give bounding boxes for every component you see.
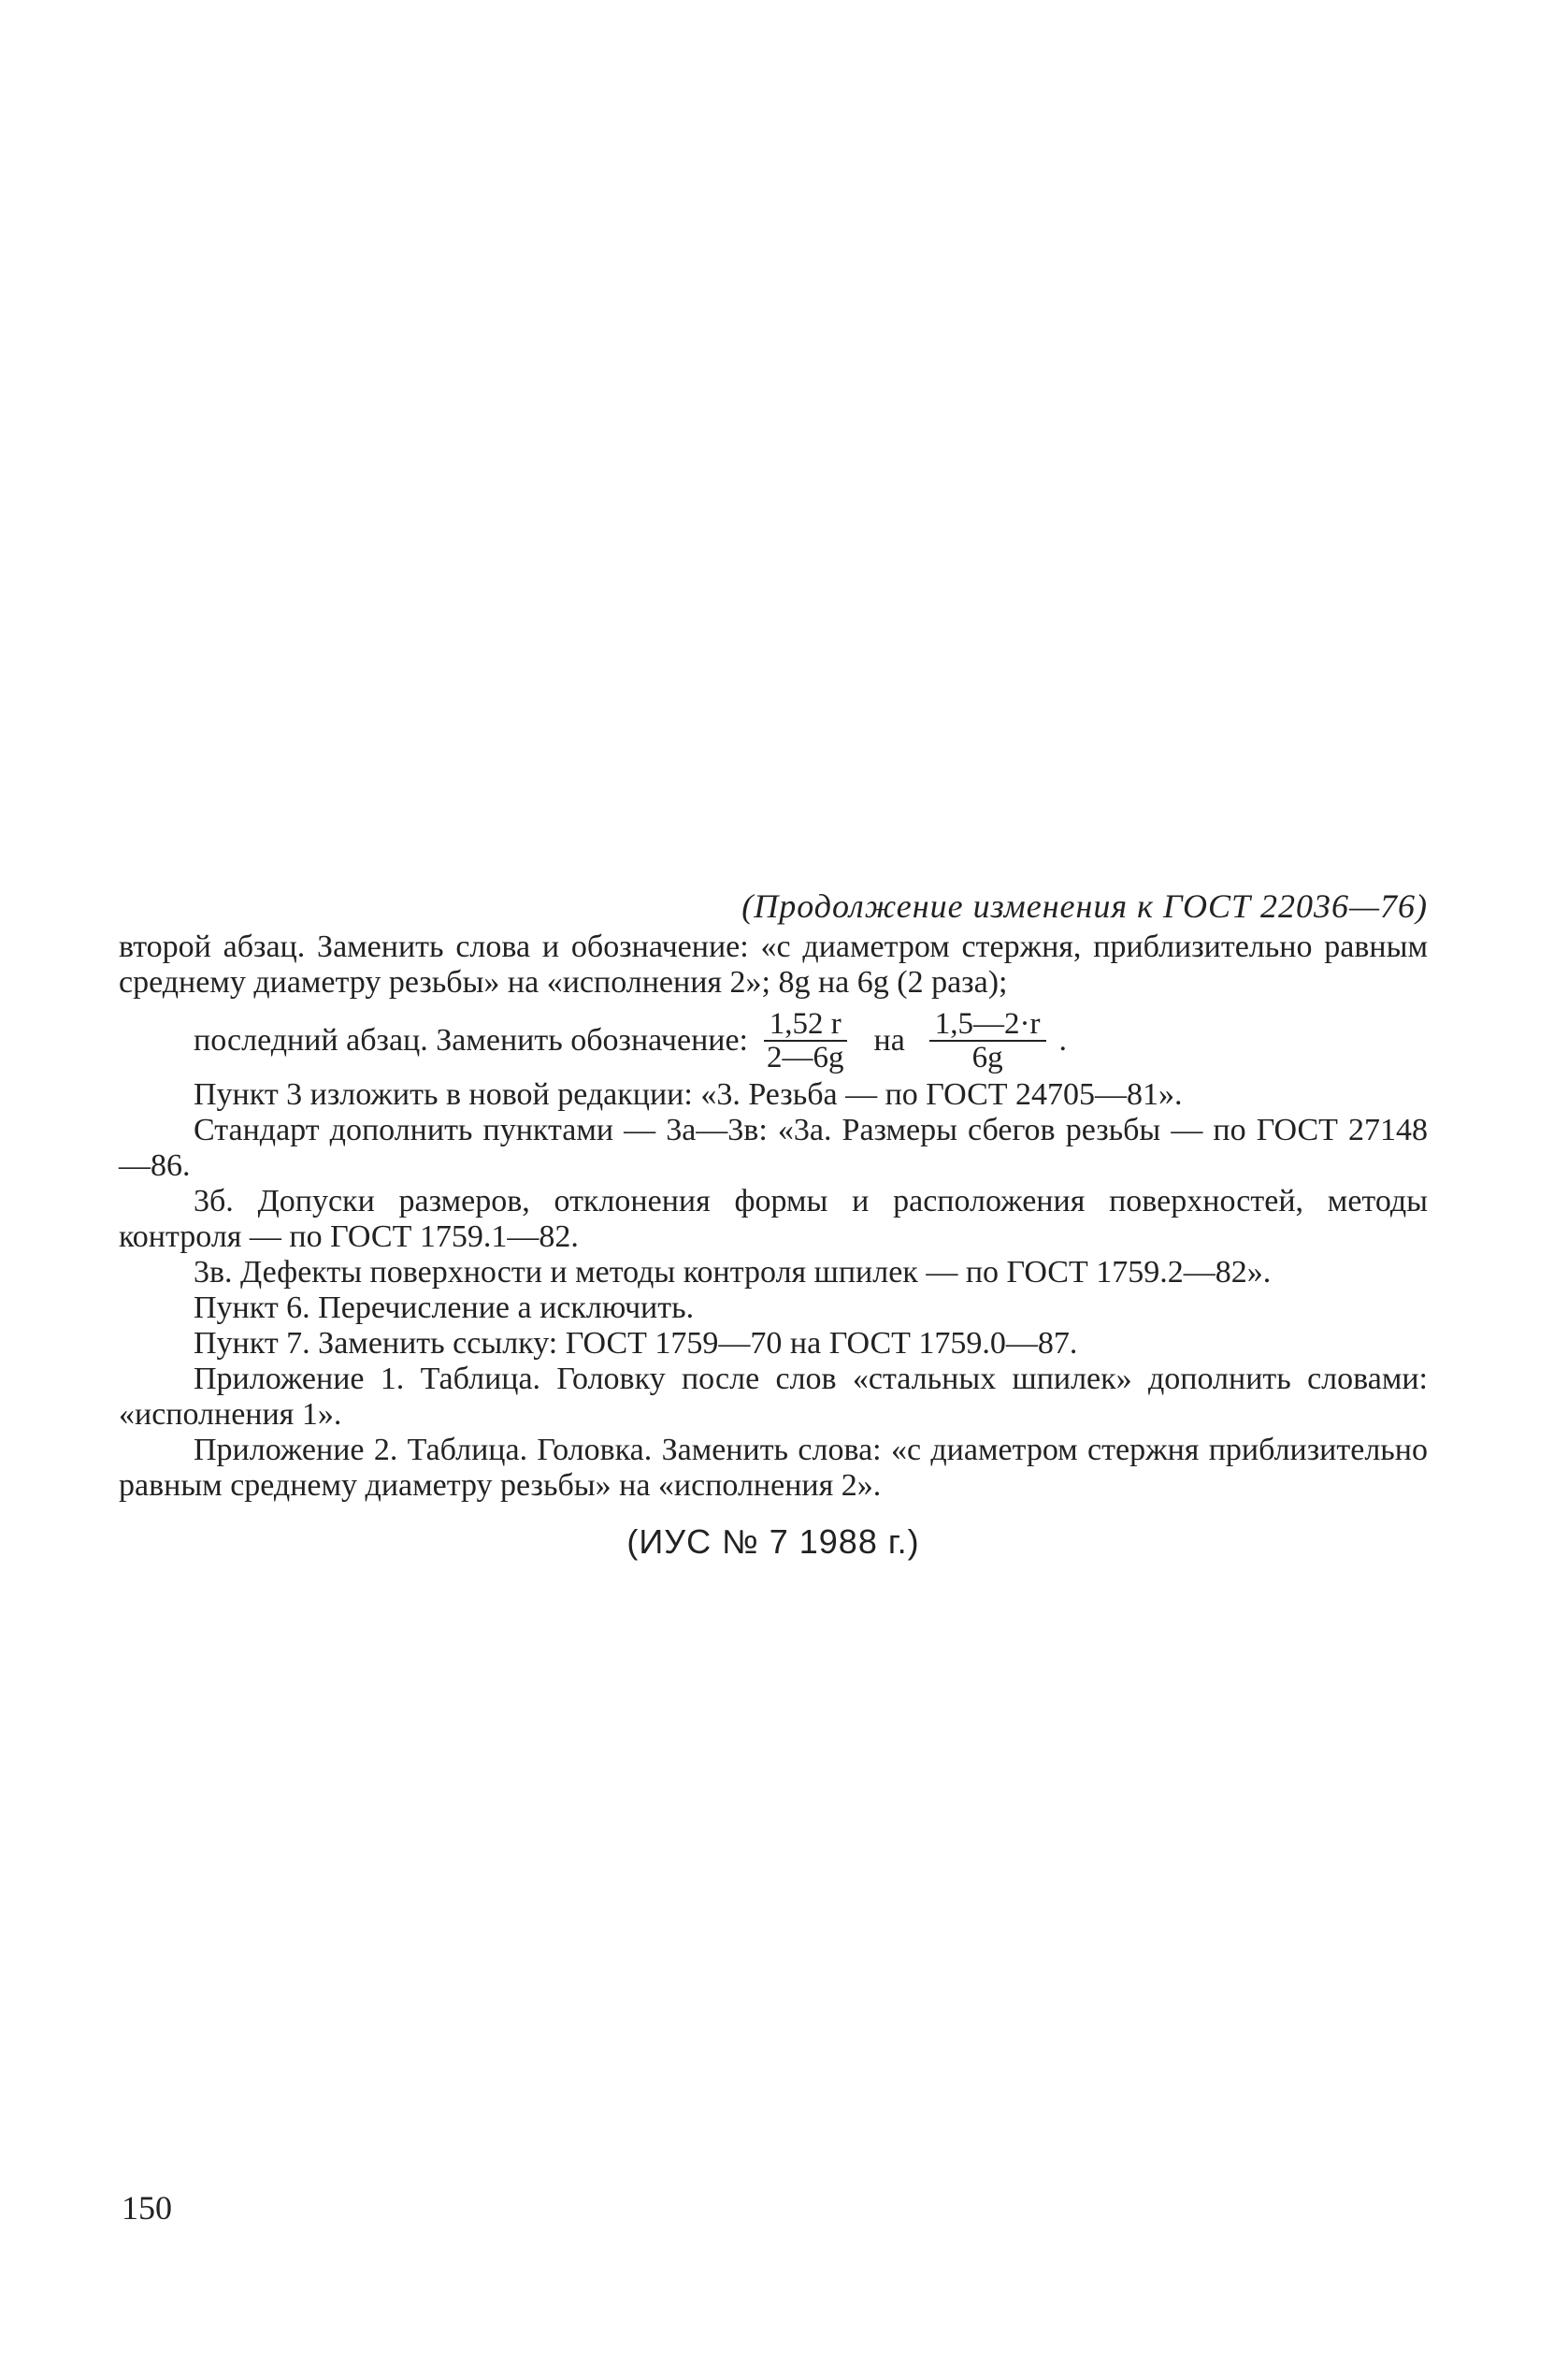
item-appendix-2: Приложение 2. Таблица. Головка. Заменить слова: «с диаметром стержня приблизительно равным среднему диаметру резьбы» на «исполнения 2». [119,1433,1428,1503]
page-number: 150 [122,2189,172,2227]
formula-line [119,1008,1428,1074]
continuation-heading: (Продолжение изменения к ГОСТ 22036—76) [741,887,1428,925]
item-punkt-6: Пункт 6. Перечисление а исключить. [194,1290,695,1325]
amendment-text [119,888,1428,1560]
formula-from-fraction [761,1008,850,1074]
formula-from-numerator: 1,52 r [764,1008,847,1042]
formula-word: на [873,1023,905,1058]
issue-reference: (ИУС № 7 1988 г.) [626,1522,920,1561]
item-punkt-3: Пункт 3 изложить в новой редакции: «3. Резьба — по ГОСТ 24705—81». [194,1077,1183,1112]
formula-to-numerator: 1,5—2·r [929,1008,1046,1042]
item-punkt-3b: 3б. Допуски размеров, отклонения формы и расположения поверхностей, методы контроля — по ГОСТ 1759.1—82. [119,1184,1428,1254]
formula-suffix: . [1058,1023,1068,1058]
item-punkt-7: Пункт 7. Заменить ссылку: ГОСТ 1759—70 на ГОСТ 1759.0—87. [194,1326,1078,1361]
formula-prefix: последний абзац. Заменить обозначение: [194,1023,748,1058]
formula-from-denominator: 2—6g [767,1041,844,1074]
formula-to-fraction [929,1008,1046,1074]
item-punkt-3a: Стандарт дополнить пунктами — 3а—3в: «3а. Размеры сбегов резьбы — по ГОСТ 27148—86. [119,1113,1428,1183]
item-appendix-1: Приложение 1. Таблица. Головку после слов «стальных шпилек» дополнить словами: «исполнения 1». [119,1362,1428,1432]
paragraph-second-abzac: второй абзац. Заменить слова и обозначение: «с диаметром стержня, приблизительно равным среднему диаметру резьбы» на «исполнения 2»; 8g на 6g (2 раза); [119,930,1428,1000]
formula-to-denominator: 6g [971,1041,1003,1074]
item-punkt-3v: 3в. Дефекты поверхности и методы контроля шпилек — по ГОСТ 1759.2—82». [194,1255,1272,1290]
